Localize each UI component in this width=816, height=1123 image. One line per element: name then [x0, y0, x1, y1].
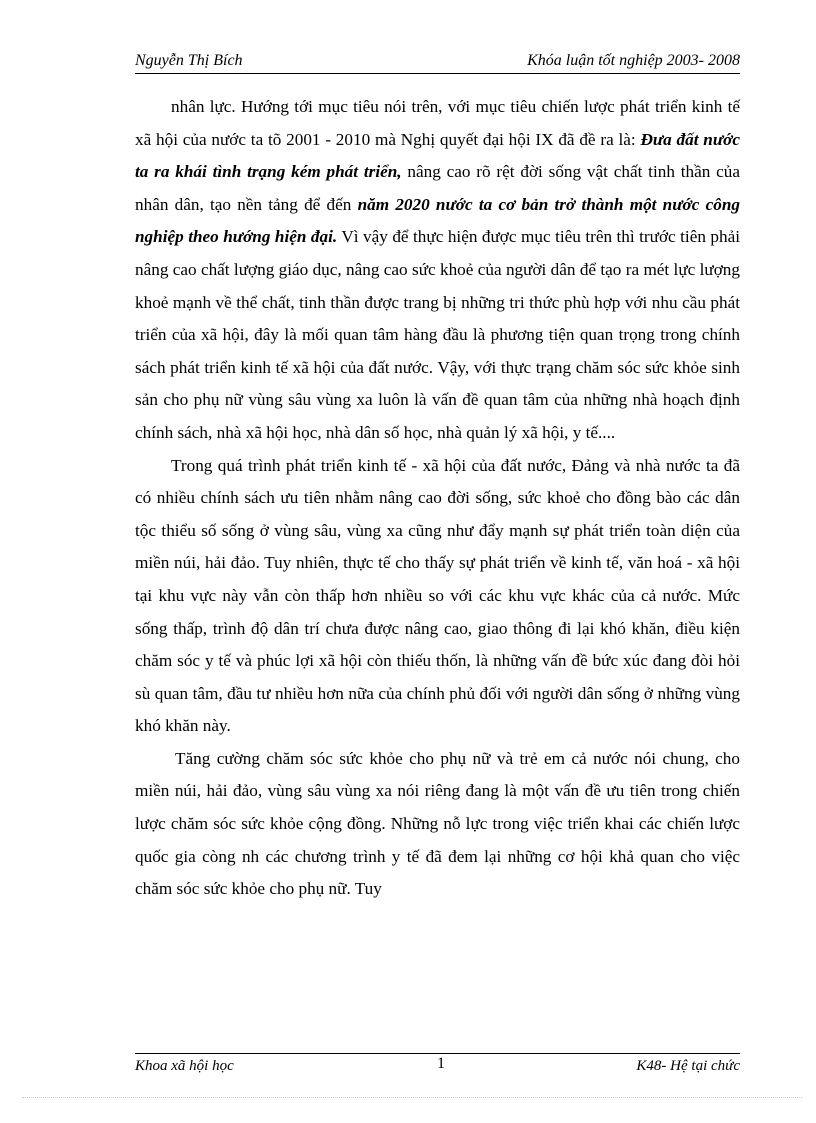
footer-page-number: 1 [437, 1055, 445, 1072]
paragraph-1-emphasis-a: Đưa đất nước ta ra khái tình trạng kém phát triển, [135, 129, 740, 182]
footer-program: K48- Hệ tại chức [636, 1058, 740, 1074]
paragraph-1-emphasis-b: năm 2020 nước ta cơ bản trở thành một nước công nghiệp theo hướng hiện đại. [135, 194, 740, 247]
page-header [135, 49, 740, 74]
paragraph-1-text-a: nhân lực. Hướng tới mục tiêu nói trên, với mục tiêu chiến lược phát triển kinh tế xã hội của nước ta tõ 2001 - 2010 mà Nghị quyết đại hội IX đã đề ra là: [135, 97, 740, 149]
header-author: Nguyễn Thị Bích [135, 52, 243, 69]
page-footer [135, 1053, 740, 1078]
paragraph-1-text-b: nâng cao rõ rệt đời sống vật chất tinh thần của nhân dân, tạo nền tảng để đến [135, 162, 740, 214]
paragraph-1 [135, 91, 740, 450]
paragraph-1-text-c: Vì vậy để thực hiện được mục tiêu trên thì trước tiên phải nâng cao chất lượng giáo dục, nâng cao sức khoẻ của người dân để tạo ra mét lực lượng khoẻ mạnh về thể chất, tinh thần được trang bị những tri thức phù hợp với nhu cầu phát triển của xã hội, đây là mối quan tâm hàng đầu là phương tiện quan trọng trong chính sách phát triển kinh tế xã hội của đất nước. Vậy, với thực trạng chăm sóc sức khỏe sinh sản cho phụ nữ vùng sâu vùng xa luôn là vấn đề quan tâm của những nhà hoạch định chính sách, nhà xã hội học, nhà dân số học, nhà quản lý xã hội, y tế.... [135, 227, 741, 442]
header-thesis-title: Khóa luận tốt nghiệp 2003- 2008 [527, 52, 740, 69]
footer-faculty: Khoa xã hội học [135, 1058, 234, 1074]
paragraph-2: Trong quá trình phát triển kinh tế - xã hội của đất nước, Đảng và nhà nước ta đã có nhiều chính sách ưu tiên nhằm nâng cao đời sống, sức khoẻ cho đồng bào các dân tộc thiểu số sống ở vùng sâu, vùng xa cũng như đẩy mạnh sự phát triển toàn diện của miền núi, hải đảo. Tuy nhiên, thực tế cho thấy sự phát triển về kinh tế, văn hoá - xã hội tại khu vực này vẫn còn thấp hơn nhiều so với các khu vực khác của cả nước. Mức sống thấp, trình độ dân trí chưa được nâng cao, giao thông đi lại khó khăn, điều kiện chăm sóc y tế và phúc lợi xã hội còn thiếu thốn, là những vấn đề bức xúc đang đòi hỏi sù quan tâm, đầu tư nhiều hơn nữa của chính phủ đối với người dân sống ở những vùng khó khăn này. [135, 455, 740, 736]
paragraph-3: Tăng cường chăm sóc sức khỏe cho phụ nữ và trẻ em cả nước nói chung, cho miền núi, hải đảo, vùng sâu vùng xa nói riêng đang là một vấn đề ưu tiên trong chiến lược chăm sóc sức khỏe cộng đồng. Những nỗ lực trong việc triển khai các chiến lược quốc gia còng nh các chương trình y tế đã đem lại những cơ hội khả quan cho việc chăm sóc sức khỏe cho phụ nữ. Tuy [135, 748, 740, 899]
document-body [135, 91, 740, 906]
page-bottom-divider [22, 1097, 802, 1098]
